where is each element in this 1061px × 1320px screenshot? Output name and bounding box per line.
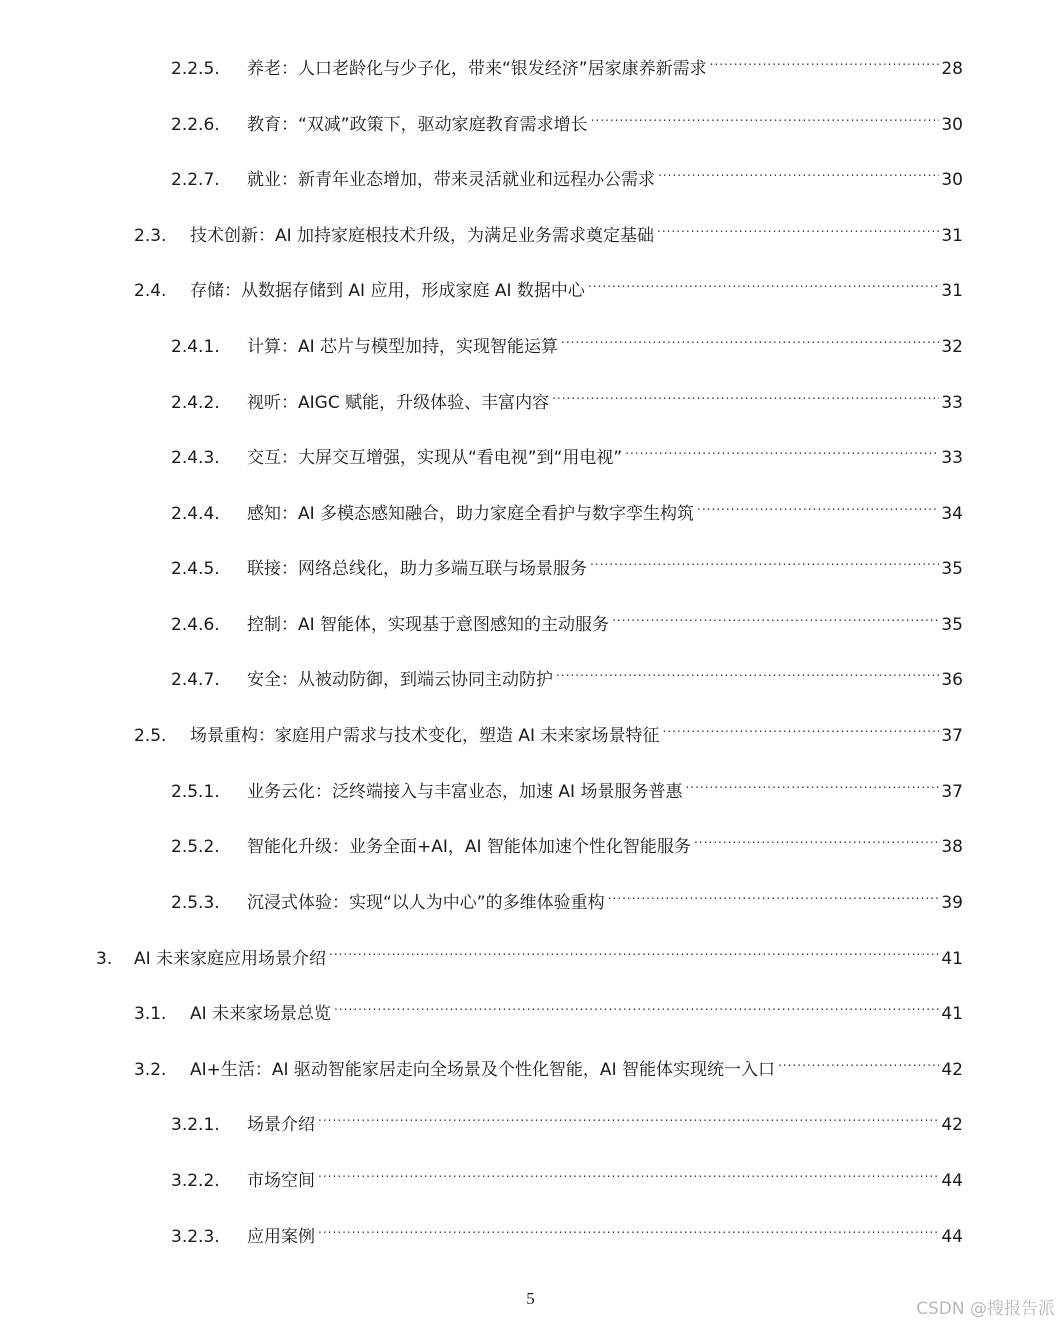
toc-entry-page: 32 <box>941 337 963 357</box>
toc-entry-number: 2.4.7. <box>171 670 220 690</box>
toc-entry-title: 应用案例 <box>247 1227 315 1247</box>
toc-entry-page: 35 <box>941 559 963 579</box>
toc-dot-leader <box>318 1160 939 1186</box>
toc-dot-leader <box>697 493 939 519</box>
toc-entry-number: 2.4. <box>134 281 167 301</box>
toc-entry-number: 2.4.2. <box>171 393 220 413</box>
toc-dot-leader <box>710 48 940 74</box>
toc-entry[interactable] <box>171 826 963 857</box>
toc-entry[interactable] <box>96 938 963 969</box>
toc-dot-leader <box>329 938 939 964</box>
toc-entry-number: 2.5.1. <box>171 782 220 802</box>
toc-dot-leader <box>658 159 939 185</box>
toc-entry[interactable] <box>171 604 963 635</box>
toc-entry[interactable] <box>171 48 963 79</box>
toc-entry-number: 2.2.5. <box>171 59 220 79</box>
toc-entry-title: 场景介绍 <box>247 1115 315 1135</box>
watermark: CSDN @搜报告派 <box>916 1299 1055 1319</box>
toc-entry-page: 30 <box>941 115 963 135</box>
toc-entry-page: 41 <box>941 1004 963 1024</box>
toc-entry-page: 33 <box>941 448 963 468</box>
toc-dot-leader <box>334 993 939 1019</box>
toc-entry-number: 2.2.7. <box>171 170 220 190</box>
toc-dot-leader <box>318 1216 939 1242</box>
toc-entry-number: 2.2.6. <box>171 115 220 135</box>
toc-entry[interactable] <box>171 1160 963 1191</box>
toc-entry-page: 39 <box>941 893 963 913</box>
toc-entry[interactable] <box>171 1216 963 1247</box>
toc-entry[interactable] <box>171 326 963 357</box>
toc-entry-title: 智能化升级：业务全面+AI，AI 智能体加速个性化智能服务 <box>247 837 691 857</box>
toc-entry-page: 42 <box>941 1060 963 1080</box>
toc-entry-title: 联接：网络总线化，助力多端互联与场景服务 <box>247 559 587 579</box>
toc-entry-page: 34 <box>941 504 963 524</box>
toc-entry-title: 沉浸式体验：实现“以人为中心”的多维体验重构 <box>247 893 605 913</box>
toc-entry[interactable] <box>171 771 963 802</box>
toc-dot-leader <box>561 326 939 352</box>
toc-dot-leader <box>612 604 939 630</box>
page-number: 5 <box>526 1289 535 1308</box>
toc-dot-leader <box>608 882 940 908</box>
toc-dot-leader <box>625 437 939 463</box>
toc-entry-title: 存储：从数据存储到 AI 应用，形成家庭 AI 数据中心 <box>190 281 585 301</box>
toc-entry-number: 3.2.2. <box>171 1171 220 1191</box>
toc-dot-leader <box>588 270 939 296</box>
toc-entry-page: 30 <box>941 170 963 190</box>
toc-dot-leader <box>552 382 939 408</box>
toc-entry-page: 44 <box>941 1227 963 1247</box>
toc-entry-title: 交互：大屏交互增强，实现从“看电视”到“用电视” <box>247 448 623 468</box>
toc-entry-number: 2.3. <box>134 226 167 246</box>
toc-entry-number: 3.1. <box>134 1004 167 1024</box>
toc-entry[interactable] <box>134 215 963 246</box>
toc-entry-number: 3. <box>96 949 113 969</box>
toc-dot-leader <box>657 215 939 241</box>
toc-entry-page: 38 <box>941 837 963 857</box>
toc-entry-number: 3.2.1. <box>171 1115 220 1135</box>
toc-entry-page: 37 <box>941 782 963 802</box>
toc-entry[interactable] <box>171 437 963 468</box>
toc-entry-page: 31 <box>941 281 963 301</box>
toc-entry[interactable] <box>171 1104 963 1135</box>
toc-entry-number: 2.4.4. <box>171 504 220 524</box>
toc-entry-page: 28 <box>941 59 963 79</box>
toc-entry-page: 41 <box>941 949 963 969</box>
toc-entry[interactable] <box>134 993 963 1024</box>
toc-entry-title: 感知：AI 多模态感知融合，助力家庭全看护与数字孪生构筑 <box>247 504 695 524</box>
toc-entry-number: 2.4.3. <box>171 448 220 468</box>
toc-entry-title: 养老：人口老龄化与少子化，带来“银发经济”居家康养新需求 <box>247 59 707 79</box>
toc-entry-number: 2.5. <box>134 726 167 746</box>
toc-entry-page: 37 <box>941 726 963 746</box>
toc-entry-number: 2.5.2. <box>171 837 220 857</box>
toc-dot-leader <box>556 659 939 685</box>
toc-entry-title: AI+生活：AI 驱动智能家居走向全场景及个性化智能，AI 智能体实现统一入口 <box>190 1060 775 1080</box>
toc-entry[interactable] <box>171 159 963 190</box>
toc-dot-leader <box>685 771 939 797</box>
toc-entry-title: 技术创新：AI 加持家庭根技术升级，为满足业务需求奠定基础 <box>190 226 655 246</box>
toc-entry-title: AI 未来家场景总览 <box>190 1004 332 1024</box>
toc-dot-leader <box>778 1049 939 1075</box>
toc-entry-page: 31 <box>941 226 963 246</box>
toc-entry-number: 2.4.6. <box>171 615 220 635</box>
toc-entry-number: 2.4.1. <box>171 337 220 357</box>
toc-dot-leader <box>591 104 940 130</box>
toc-entry[interactable] <box>134 1049 963 1080</box>
toc-entry-number: 2.4.5. <box>171 559 220 579</box>
toc-entry-page: 44 <box>941 1171 963 1191</box>
toc-entry-page: 42 <box>941 1115 963 1135</box>
toc-entry-title: 场景重构：家庭用户需求与技术变化，塑造 AI 未来家场景特征 <box>190 726 660 746</box>
toc-entry-title: 就业：新青年业态增加，带来灵活就业和远程办公需求 <box>247 170 655 190</box>
toc-entry[interactable] <box>134 715 963 746</box>
toc-dot-leader <box>590 548 939 574</box>
toc-entry-page: 33 <box>941 393 963 413</box>
toc-entry-number: 3.2. <box>134 1060 167 1080</box>
toc-entry-page: 36 <box>941 670 963 690</box>
toc-dot-leader <box>694 826 939 852</box>
toc-entry-number: 2.5.3. <box>171 893 220 913</box>
toc-entry-page: 35 <box>941 615 963 635</box>
toc-entry-title: 控制：AI 智能体，实现基于意图感知的主动服务 <box>247 615 610 635</box>
toc-entry[interactable] <box>171 104 963 135</box>
toc-entry-title: 市场空间 <box>247 1171 315 1191</box>
toc-entry-title: 计算：AI 芯片与模型加持，实现智能运算 <box>247 337 559 357</box>
toc-entry-title: 安全：从被动防御，到端云协同主动防护 <box>247 670 553 690</box>
toc-entry-title: AI 未来家庭应用场景介绍 <box>134 949 327 969</box>
toc-entry[interactable] <box>171 659 963 690</box>
toc-entry-number: 3.2.3. <box>171 1227 220 1247</box>
toc-entry[interactable] <box>171 493 963 524</box>
toc-entry[interactable] <box>171 382 963 413</box>
toc-entry[interactable] <box>171 548 963 579</box>
toc-entry[interactable] <box>171 882 963 913</box>
toc-entry[interactable] <box>134 270 963 301</box>
toc-entry-title: 业务云化：泛终端接入与丰富业态，加速 AI 场景服务普惠 <box>247 782 683 802</box>
toc-dot-leader <box>318 1104 939 1130</box>
toc-dot-leader <box>662 715 939 741</box>
toc-entry-title: 视听：AIGC 赋能，升级体验、丰富内容 <box>247 393 550 413</box>
toc-entry-title: 教育：“双减”政策下，驱动家庭教育需求增长 <box>247 115 588 135</box>
